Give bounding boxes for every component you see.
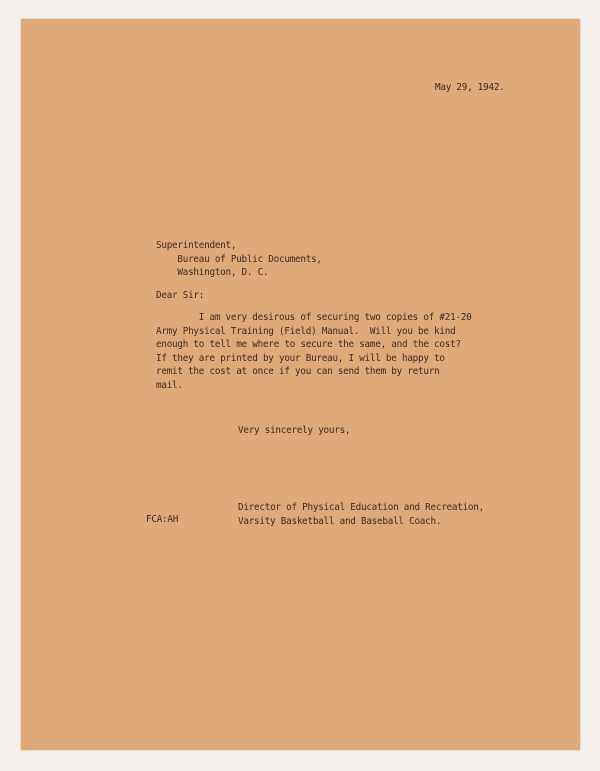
letter-page [21, 19, 580, 750]
letter-date: May 29, 1942. [435, 82, 505, 93]
signature-block: Director of Physical Education and Recreation, Varsity Basketball and Baseball Coach. [238, 502, 484, 527]
letter-body: I am very desirous of securing two copies of #21-20 Army Physical Training (Field) Manual. Will you be kind enough to tell me where to secure the same, and the cost? If they are printed by your Bureau, I will be happy to remit the cost at once if you can send them by return mail. [156, 312, 472, 391]
recipient-address: Superintendent, Bureau of Public Documents, Washington, D. C. [156, 240, 322, 279]
reference-initials: FCA:AH [146, 514, 179, 525]
closing: Very sincerely yours, [238, 425, 351, 436]
salutation: Dear Sir: [156, 290, 205, 301]
